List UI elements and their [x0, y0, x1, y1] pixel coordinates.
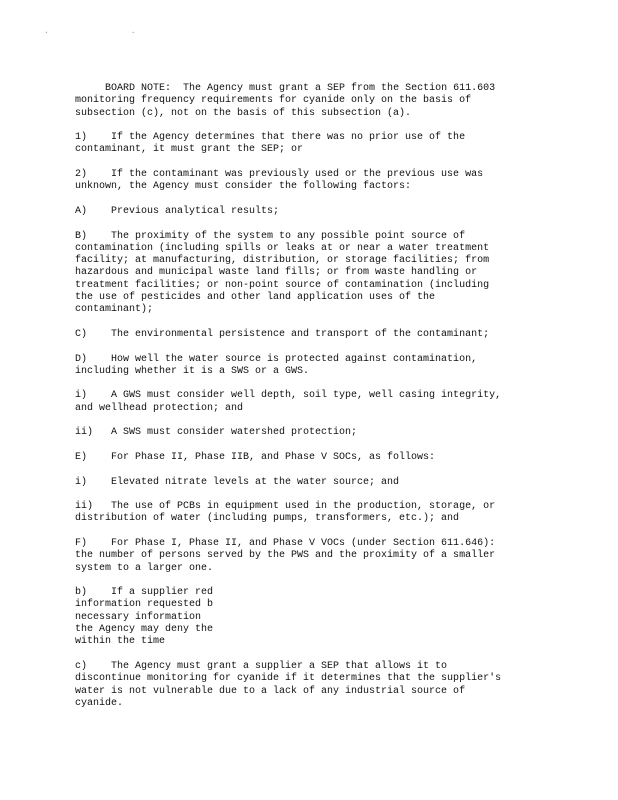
paragraph-item-b: B) The proximity of the system to any possible point source of contamination (including spills or leaks at or near a water treatment facility; at manufacturing, distribution, or storage facilities; from hazardous and municipal waste land fills; or from waste handling or treatment facilities; or non-point source of contamination (including the use of pesticides and other land application uses of the contaminant); [75, 230, 490, 316]
paragraph-item-c-final: c) The Agency must grant a supplier a SEP that allows it to discontinue monitoring for cyanide if it determines that the supplier's water is not vulnerable due to a lack of any industrial source of cyanide. [75, 660, 502, 709]
paragraph-item-c: C) The environmental persistence and transport of the contaminant; [75, 328, 490, 340]
document-body [75, 83, 545, 722]
paragraph-item-1: 1) If the Agency determines that there was no prior use of the contaminant, it must grant the SEP; or [75, 132, 466, 156]
paragraph-item-2: 2) If the contaminant was previously used or the previous use was unknown, the Agency must consider the following factors: [75, 169, 484, 193]
paragraph-item-f: F) For Phase I, Phase II, and Phase V VOCs (under Section 611.646): the number of persons served by the PWS and the proximity of a smaller system to a larger one. [75, 537, 496, 574]
paragraph-item-a: A) Previous analytical results; [75, 205, 280, 217]
paragraph-item-d: D) How well the water source is protected against contamination, including whether it is a SWS or a GWS. [75, 353, 478, 377]
paragraph-item-e: E) For Phase II, Phase IIB, and Phase V SOCs, as follows: [75, 451, 436, 463]
paragraph-item-d-i: i) A GWS must consider well depth, soil type, well casing integrity, and wellhead protection; and [75, 390, 502, 414]
paragraph-item-b-truncated: b) If a supplier red information requested b necessary information the Agency may deny the within the time [75, 587, 214, 648]
scan-specks: · · [44, 28, 136, 37]
paragraph-item-e-ii: ii) The use of PCBs in equipment used in the production, storage, or distribution of water (including pumps, transformers, etc.); and [75, 501, 496, 525]
paragraph-item-e-i: i) Elevated nitrate levels at the water source; and [75, 476, 400, 488]
paragraph-board-note: BOARD NOTE: The Agency must grant a SEP from the Section 611.603 monitoring frequency requirements for cyanide only on the basis of subsection (c), not on the basis of this subsection (a). [75, 83, 496, 119]
paragraph-item-d-ii: ii) A SWS must consider watershed protection; [75, 427, 358, 439]
